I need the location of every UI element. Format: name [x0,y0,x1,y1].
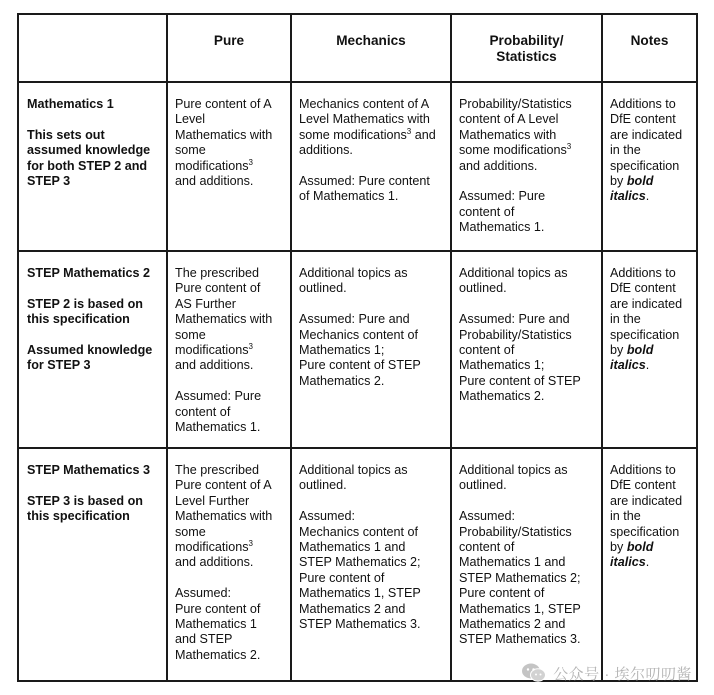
cell-paragraph: Assumed: Mechanics content of Mathematics 1 and STEP Mathematics 2; Pure content of Mathematics 1, STEP Mathematics 2 and STEP Mathematics 3. [299,509,421,632]
footnote-marker: 3 [248,342,253,352]
row-description: STEP 2 is based on this specification [27,296,143,327]
cell-paragraph: Additions to DfE content are indicated in the specification by bold italics. [610,266,683,373]
row-title: STEP Mathematics 3 [27,463,150,477]
mechanics-cell [291,82,451,251]
cell-paragraph: Assumed: Pure content of Mathematics 1 and STEP Mathematics 2. [175,586,261,662]
notes-cell [602,251,697,448]
header-notes: Notes [602,14,697,82]
notes-cell [602,82,697,251]
table-row [18,448,697,681]
table-row [18,251,697,448]
row-title: Mathematics 1 [27,97,114,111]
pure-cell [167,251,291,448]
pure-cell [167,82,291,251]
row-label-step-mathematics-3 [18,448,167,681]
wechat-icon [521,662,547,684]
mechanics-cell [291,448,451,681]
cell-paragraph: Additional topics as outlined. [459,463,568,493]
row-label-mathematics-1 [18,82,167,251]
cell-paragraph: The prescribed Pure content of AS Further Mathematics with some modifications$^3$ and additions. [175,266,273,373]
footnote-marker: 3 [248,157,253,167]
cell-paragraph: Additions to DfE content are indicated in the specification by bold italics. [610,463,683,570]
specification-table [17,13,698,682]
header-empty-cell [18,14,167,82]
header-row [18,14,697,82]
probability-statistics-cell [451,448,602,681]
header-pure: Pure [167,14,291,82]
cell-paragraph: Pure content of A Level Mathematics with some modifications$^3$ and additions. [175,97,273,189]
row-title: STEP Mathematics 2 [27,266,150,280]
cell-paragraph: Assumed: Pure content of Mathematics 1. [175,389,262,435]
footnote-marker: 3 [406,126,412,136]
watermark-text: 公众号 · 埃尔叨叨酱 [553,665,692,683]
cell-paragraph: Additional topics as outlined. [299,266,408,296]
cell-paragraph: The prescribed Pure content of A Level Further Mathematics with some modifications$^3$ and additions. [175,463,273,570]
row-description: STEP 3 is based on this specification [27,493,143,524]
cell-paragraph: Assumed: Probability/Statistics content of Mathematics 1 and STEP Mathematics 2; Pure content of Mathematics 1, STEP Mathematics 2 and STEP Mathematics 3. [459,509,581,647]
row-description: This sets out assumed knowledge for both STEP 2 and STEP 3 [27,127,151,189]
header-mechanics: Mechanics [291,14,451,82]
pure-cell [167,448,291,681]
notes-cell [602,448,697,681]
cell-paragraph: Mechanics content of A Level Mathematics with some modifications$^3$ and additions. [299,97,436,158]
table-row [18,82,697,251]
cell-paragraph: Additional topics as outlined. [299,463,408,493]
cell-paragraph: Assumed: Pure content of Mathematics 1. [459,189,546,235]
cell-paragraph: Probability/Statistics content of A Level Mathematics with some modifications$^3$ and additions. [459,97,572,173]
probability-statistics-cell [451,82,602,251]
probability-statistics-cell [451,251,602,448]
footnote-marker: 3 [248,539,253,549]
cell-paragraph: Additions to DfE content are indicated in the specification by bold italics. [610,97,683,204]
cell-paragraph: Assumed: Pure and Probability/Statistics content of Mathematics 1; Pure content of STEP Mathematics 2. [459,312,581,404]
footnote-marker: 3 [566,142,572,152]
row-description: Assumed knowledge for STEP 3 [27,343,153,373]
watermark [521,660,692,686]
header-probability-statistics: Probability/ Statistics [451,14,602,82]
cell-paragraph: Additional topics as outlined. [459,266,568,296]
cell-paragraph: Assumed: Pure and Mechanics content of Mathematics 1; Pure content of STEP Mathematics 2. [299,312,421,388]
row-label-step-mathematics-2 [18,251,167,448]
mechanics-cell [291,251,451,448]
cell-paragraph: Assumed: Pure content of Mathematics 1. [299,174,430,204]
